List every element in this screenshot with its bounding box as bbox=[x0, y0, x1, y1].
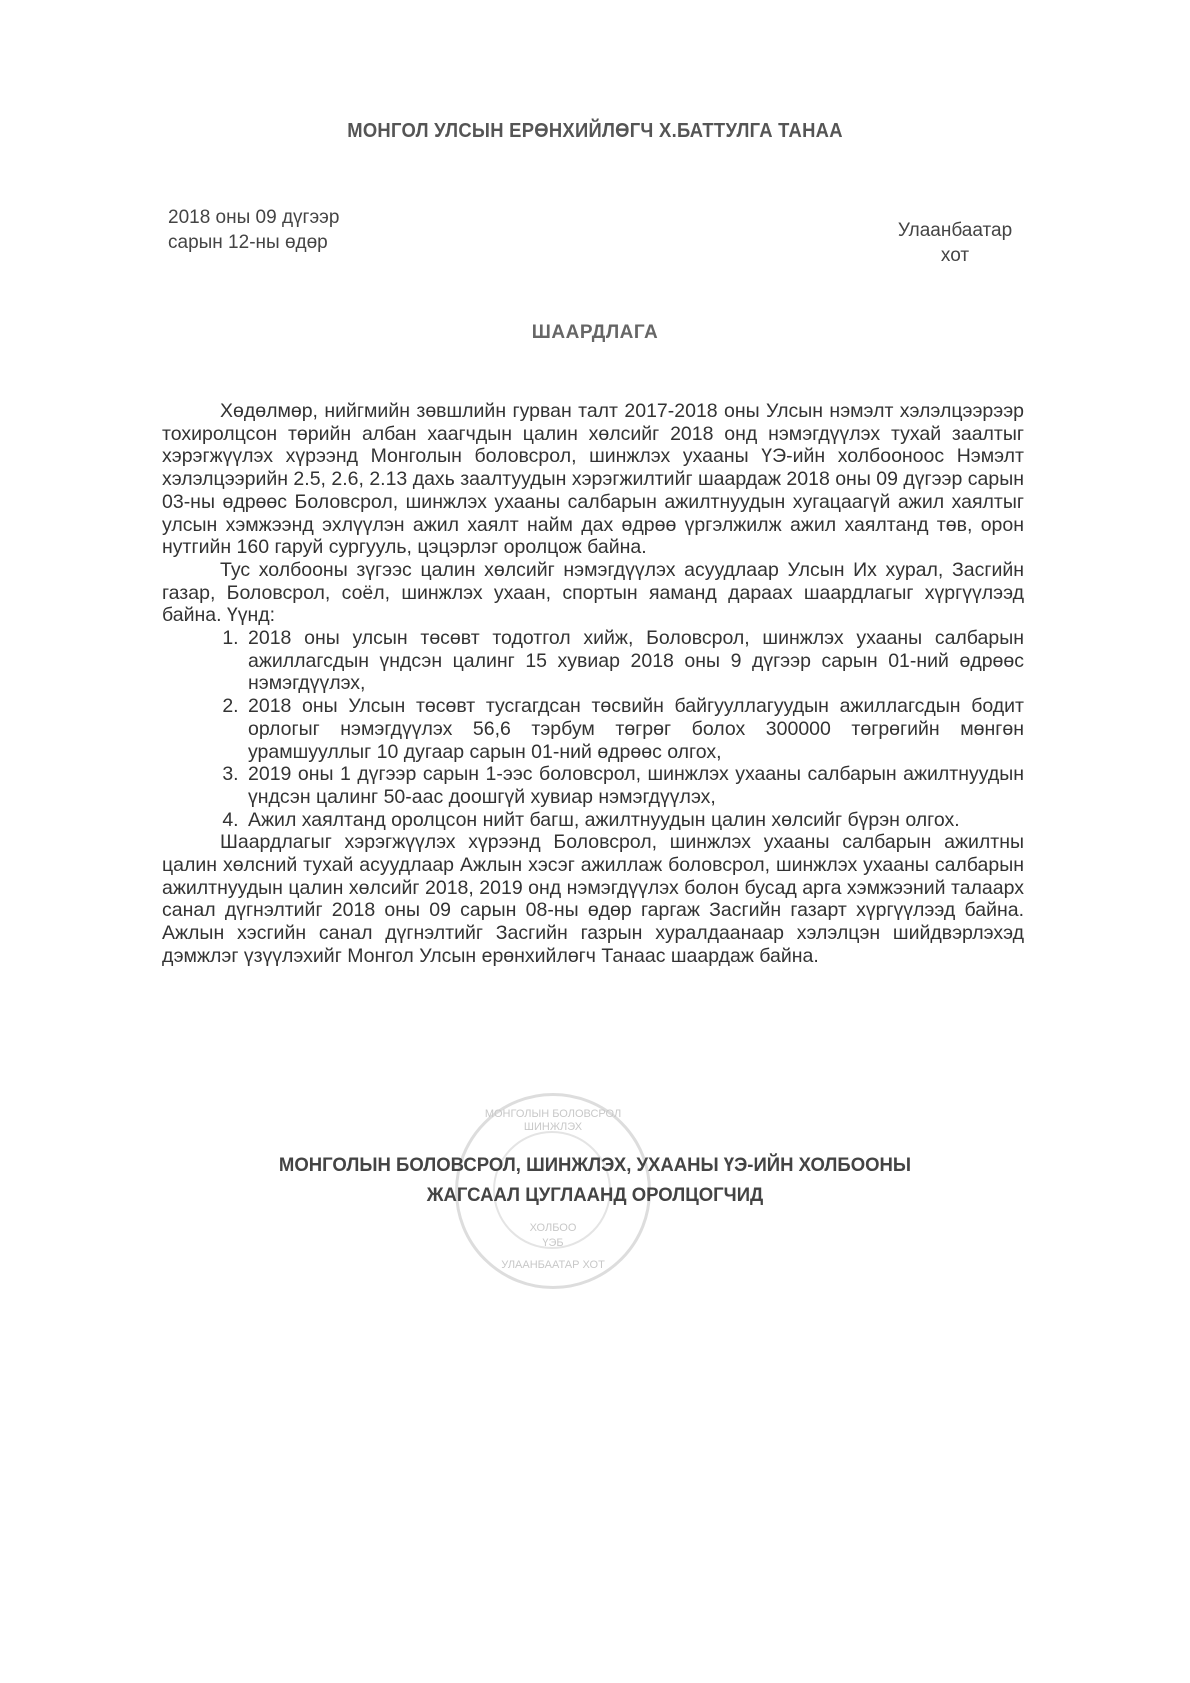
date-line-1: 2018 оны 09 дүгээр bbox=[168, 207, 340, 228]
paragraph: Тус холбооны зүгээс цалин хөлсийг нэмэгдүүлэх асуудлаар Улсын Их хурал, Засгийн газар, Боловсрол, соёл, шинжлэх ухаан, спортын яаманд дараах шаардлагыг хүргүүлээд байна. Үүнд: bbox=[162, 558, 1024, 627]
demand-item: 3. 2019 оны 1 дүгээр сарын 1-ээс боловсрол, шинжлэх ухааны салбарын ажилтнуудын үндсэн цалинг 50-аас доошгүй хувиар нэмэгдүүлэх, bbox=[244, 763, 1024, 808]
signature-line-1: МОНГОЛЫН БОЛОВСРОЛ, ШИНЖЛЭХ, УХААНЫ ҮЭ-ИЙН ХОЛБООНЫ bbox=[278, 1154, 912, 1176]
demand-item: 4. Ажил хаялтанд оролцсон нийт багш, ажилтнуудын цалин хөлсийг бүрэн олгох. bbox=[244, 809, 1024, 832]
document-date bbox=[168, 205, 339, 255]
demand-item: 1. 2018 оны улсын төсөвт тодотгол хийж, Боловсрол, шинжлэх ухааны салбарын ажиллагсдын үндсэн цалинг 15 хувиар 2018 оны 9 дүгээр сарын 01-ний өдрөөс нэмэгдүүлэх, bbox=[244, 627, 1024, 695]
stamp-center-text: ХОЛБОО bbox=[529, 1222, 577, 1234]
signature-line-2: ЖАГСААЛ ЦУГЛААНД ОРОЛЦОГЧИД bbox=[426, 1184, 764, 1206]
addressee-title: МОНГОЛ УЛСЫН ЕРӨНХИЙЛӨГЧ Х.БАТТУЛГА ТАНАА bbox=[347, 120, 843, 142]
paragraph: Хөдөлмөр, нийгмийн зөвшлийн гурван талт 2017-2018 оны Улсын нэмэлт хэлэлцээрээр тохиролцсон төрийн албан хаагчдын цалин хөлсийг 2018 онд нэмэгдүүлэх тухай заалтыг хэрэгжүүлэх хүрээнд Монголын боловсрол, шинжлэх ухааны ҮЭ-ийн холбооноос Нэмэлт хэлэлцээрийн 2.5, 2.6, 2.13 дахь заалтуудын хэрэгжилтийг шаардаж 2018 оны 09 дүгээр сарын 03-ны өдрөөс Боловсрол, шинжлэх ухааны салбарын ажилтнуудын хугацаагүй ажил хаялтыг улсын хэмжээнд эхлүүлэн ажил хаялт найм дах өдрөө үргэлжилж ажил хаялтанд төв, орон нутгийн 160 гаруй сургууль, цэцэрлэг оролцож байна. bbox=[162, 400, 1024, 559]
stamp-top-text: МОНГОЛЫН БОЛОВСРОЛ ШИНЖЛЭХ bbox=[484, 1108, 622, 1133]
stamp-bottom-text: УЛААНБААТАР ХОТ bbox=[501, 1259, 605, 1271]
signature-block bbox=[30, 1150, 1161, 1210]
date-line-2: сарын 12-ны өдөр bbox=[168, 232, 328, 253]
place-line-1: Улаанбаатар bbox=[897, 220, 1013, 241]
closing-paragraph: Шаардлагыг хэрэгжүүлэх хүрээнд Боловсрол, шинжлэх ухааны салбарын ажилтны цалин хөлсний тухай асуудлаар Ажлын хэсэг ажиллаж боловсрол, шинжлэх ухааны салбарын ажилтнуудын цалин хөлсийг 2018, 2019 онд нэмэгдүүлэх болон бусад арга хэмжээний талаарх санал дүгнэлтийг 2018 оны 09 сарын 08-ны өдөр гаргаж Засгийн газарт хүргүүлээд байна. Ажлын хэсгийн санал дүгнэлтийг Засгийн газрын хуралдаанаар хэлэлцэн шийдвэрлэхэд дэмжлэг үзүүлэхийг Монгол Улсын ерөнхийлөгч Танаас шаардаж байна. bbox=[162, 831, 1024, 967]
document-body bbox=[162, 400, 1024, 968]
demands-list bbox=[162, 627, 1024, 831]
demand-item: 2. 2018 оны Улсын төсөвт тусгагдсан төсвийн байгууллагуудын ажиллагсдын бодит орлогыг нэмэгдүүлэх 56,6 тэрбум төгрөг болох 300000 төгрөгийн мөнгөн урамшууллыг 10 дугаар сарын 01-ний өдрөөс олгох, bbox=[244, 695, 1024, 763]
document-place bbox=[880, 218, 1030, 268]
document-heading: ШААРДЛАГА bbox=[531, 322, 659, 343]
place-line-2: хот bbox=[940, 245, 970, 266]
stamp-center-text-2: ҮЭБ bbox=[542, 1237, 564, 1249]
